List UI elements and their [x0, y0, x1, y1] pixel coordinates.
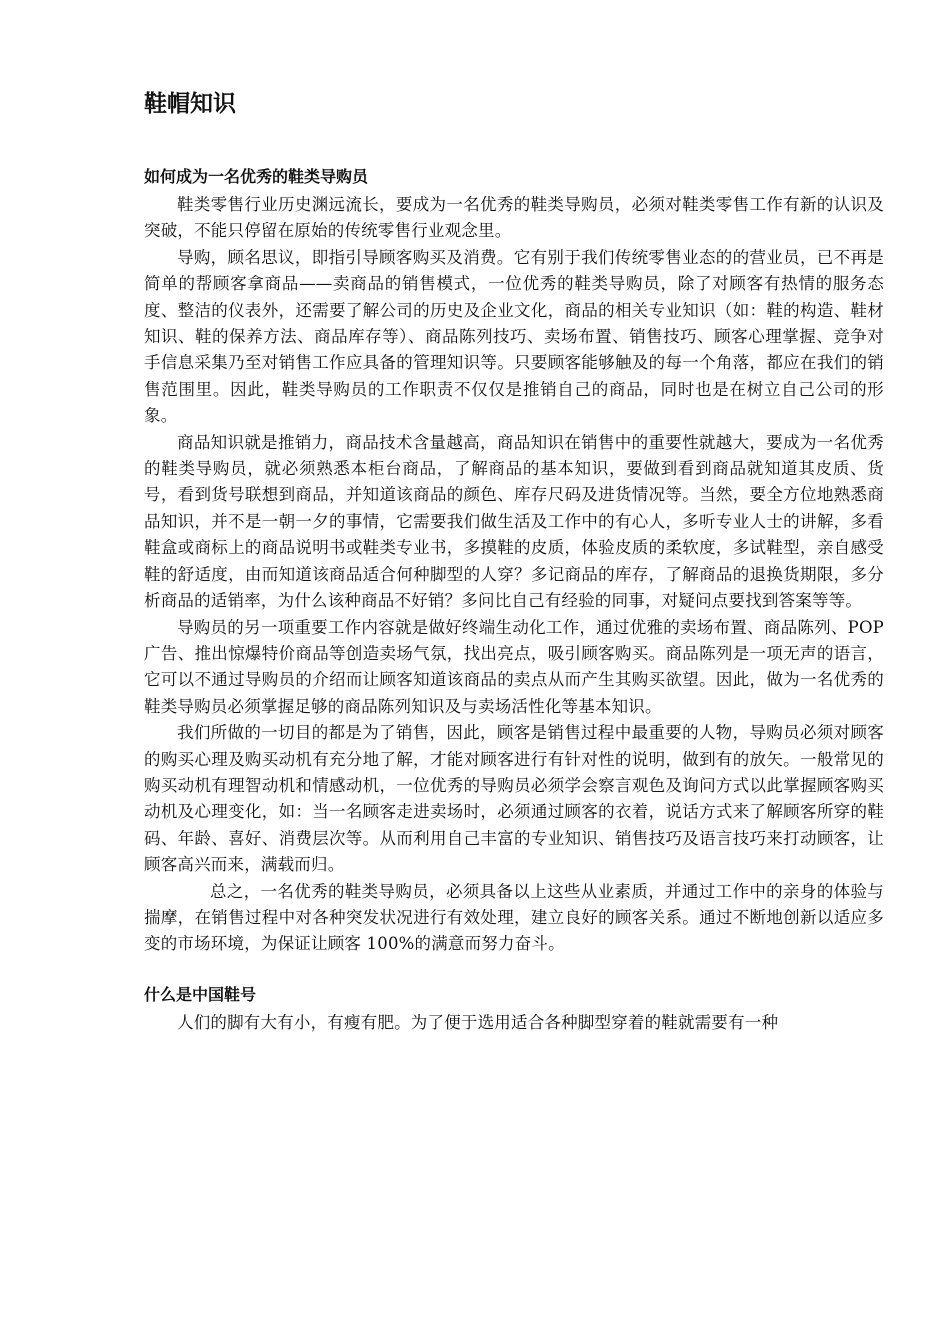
paragraph: 商品知识就是推销力，商品技术含量越高，商品知识在销售中的重要性就越大，要成为一名优秀的鞋类导购员，就必须熟悉本柜台商品，了解商品的基本知识，要做到看到商品就知道其皮质、货号，看到货号联想到商品，并知道该商品的颜色、库存尺码及进货情况等。当然，要全方位地熟悉商品知识，并不是一朝一夕的事情，它需要我们做生活及工作中的有心人，多听专业人士的讲解，多看鞋盒或商标上的商品说明书或鞋类专业书，多摸鞋的皮质，体验皮质的柔软度，多试鞋型，亲自感受鞋的舒适度，由而知道该商品适合何种脚型的人穿？多记商品的库存，了解商品的退换货期限，多分析商品的适销率，为什么该种商品不好销？多问比自己有经验的同事，对疑问点要找到答案等等。 [144, 432, 884, 611]
section-chinese-shoe-size [144, 984, 884, 1036]
paragraph: 导购员的另一项重要工作内容就是做好终端生动化工作，通过优雅的卖场布置、商品陈列、POP 广告、推出惊爆特价商品等创造卖场气氛，找出亮点，吸引顾客购买。商品陈列是一项无声的语言，它可以不通过导购员的介绍而让顾客知道该商品的卖点从而产生其购买欲望。因此，做为一名优秀的鞋类导购员必须掌握足够的商品陈列知识及与卖场活性化等基本知识。 [144, 617, 884, 716]
section-heading: 如何成为一名优秀的鞋类导购员 [144, 167, 369, 186]
document-page [144, 88, 884, 1036]
paragraph: 总之，一名优秀的鞋类导购员，必须具备以上这些从业素质，并通过工作中的亲身的体验与揣摩，在销售过程中对各种突发状况进行有效处理，建立良好的顾客关系。通过不断地创新以适应多变的市场环境，为保证让顾客 100%的满意而努力奋斗。 [144, 881, 884, 954]
paragraph: 人们的脚有大有小，有瘦有肥。为了便于选用适合各种脚型穿着的鞋就需要有一种 [177, 1012, 779, 1032]
section-how-to-be-shoe-salesperson [144, 166, 884, 958]
section-heading: 什么是中国鞋号 [144, 984, 257, 1004]
document-title: 鞋帽知识 [144, 91, 236, 117]
paragraph: 我们所做的一切目的都是为了销售，因此，顾客是销售过程中最重要的人物，导购员必须对顾客的购买心理及购买动机有充分地了解，才能对顾客进行有针对性的说明，做到有的放矢。一般常见的购买动机有理智动机和情感动机，一位优秀的导购员必须学会察言观色及询问方式以此掌握顾客购买动机及心理变化，如：当一名顾客走进卖场时，必须通过顾客的衣着，说话方式来了解顾客所穿的鞋码、年龄、喜好、消费层次等。从而利用自己丰富的专业知识、销售技巧及语言技巧来打动顾客，让顾客高兴而来，满载而归。 [144, 723, 884, 875]
paragraph: 鞋类零售行业历史渊远流长，要成为一名优秀的鞋类导购员，必须对鞋类零售工作有新的认识及突破，不能只停留在原始的传统零售行业观念里。 [144, 195, 884, 241]
section-spacer [144, 958, 884, 984]
paragraph: 导购，顾名思议，即指引导顾客购买及消费。它有别于我们传统零售业态的的营业员，已不再是简单的帮顾客拿商品——卖商品的销售模式，一位优秀的鞋类导购员，除了对顾客有热情的服务态度、整洁的仪表外，还需要了解公司的历史及企业文化，商品的相关专业知识（如：鞋的构造、鞋材知识、鞋的保养方法、商品库存等）、商品陈列技巧、卖场布置、销售技巧、顾客心理掌握、竞争对手信息采集乃至对销售工作应具备的管理知识等。只要顾客能够触及的每一个角落，都应在我们的销售范围里。因此，鞋类导购员的工作职责不仅仅是推销自己的商品，同时也是在树立自己公司的形象。 [144, 247, 884, 426]
